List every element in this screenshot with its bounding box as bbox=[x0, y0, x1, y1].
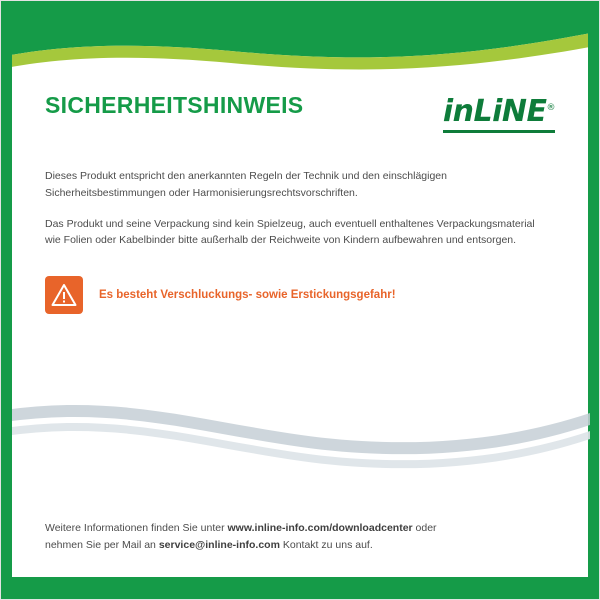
main-content bbox=[45, 93, 557, 314]
warning-triangle-icon bbox=[45, 276, 83, 314]
footer-contact bbox=[45, 520, 557, 554]
footer-line2-suffix: Kontakt zu uns auf. bbox=[279, 539, 373, 552]
footer-line1-suffix: oder bbox=[412, 522, 437, 535]
registered-trademark-icon: ® bbox=[546, 103, 555, 113]
footer-line1-prefix: Weitere Informationen finden Sie unter bbox=[45, 522, 228, 535]
logo-text-i: i bbox=[492, 94, 502, 129]
logo-text-L: L bbox=[473, 94, 493, 129]
footer-line2-prefix: nehmen Sie per Mail an bbox=[45, 539, 159, 552]
logo-text-in: in bbox=[442, 94, 474, 129]
right-green-rail bbox=[588, 1, 599, 600]
logo-text-E: E bbox=[526, 94, 547, 129]
logo-text-N: N bbox=[501, 94, 527, 129]
footer-line-1 bbox=[45, 520, 557, 537]
paragraph-packaging: Das Produkt und seine Verpackung sind kein Spielzeug, auch eventuell enthaltenes Verpackungsmaterial wie Folien oder Kabelbinder bitte außerhalb der Reichweite von Kindern aufbewahren und entsorgen. bbox=[45, 217, 535, 247]
footer-line-2 bbox=[45, 537, 557, 554]
page-title: SICHERHEITSHINWEIS bbox=[45, 92, 304, 118]
decorative-swoosh bbox=[1, 391, 600, 471]
footer-email-link[interactable]: service@inline-info.com bbox=[158, 539, 280, 552]
paragraph-compliance: Dieses Produkt entspricht den anerkannten Regeln der Technik und den einschlägigen Sicherheitsbestimmungen oder Harmonisierungsrechtsvorschriften. bbox=[45, 170, 447, 199]
left-green-rail bbox=[1, 1, 12, 600]
bottom-green-band bbox=[1, 577, 600, 599]
warning-text: Es besteht Verschluckungs- sowie Erstickungsgefahr! bbox=[99, 289, 396, 302]
warning-row bbox=[45, 276, 557, 314]
footer-website-link[interactable]: www.inline-info.com/downloadcenter bbox=[227, 522, 413, 535]
top-green-banner bbox=[1, 1, 600, 71]
